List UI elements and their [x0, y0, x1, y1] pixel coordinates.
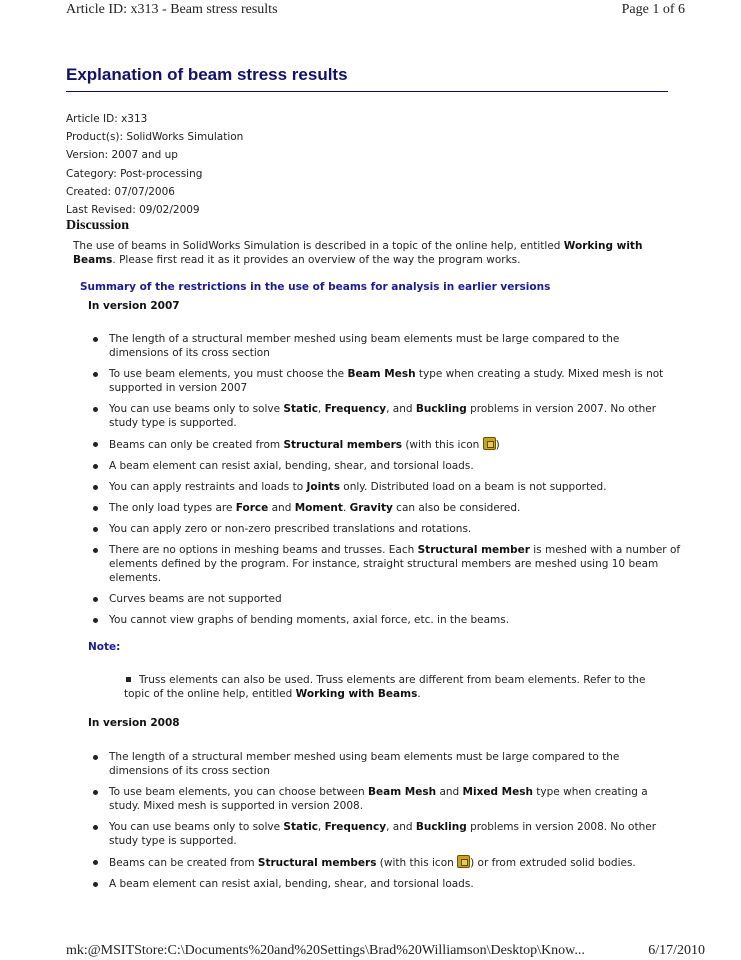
list-item: The only load types are Force and Moment. Gravity can also be considered.: [91, 501, 681, 515]
bullet-icon: [93, 464, 98, 469]
version-2008-heading: In version 2008: [88, 717, 180, 729]
meta-last-revised: Last Revised: 09/02/2009: [66, 204, 200, 217]
print-footer-date: 6/17/2010: [648, 943, 705, 958]
meta-article-id: Article ID: x313: [66, 113, 148, 125]
bullet-icon: [93, 790, 98, 795]
bullet-icon: [93, 407, 98, 412]
bullet-icon: [93, 860, 98, 865]
bullet-icon: [93, 618, 98, 623]
bullet-icon: [93, 825, 98, 830]
list-item: Beams can be created from Structural members (with this icon ) or from extruded solid bodies.: [91, 855, 681, 870]
page-title: Explanation of beam stress results: [66, 65, 348, 84]
list-item: The length of a structural member meshed using beam elements must be large compared to the dimensions of its cross section: [91, 750, 681, 778]
meta-version: Version: 2007 and up: [66, 149, 178, 162]
bullet-icon: [93, 485, 98, 490]
print-footer-url: mk:@MSITStore:C:\Documents%20and%20Settings\Brad%20Williamson\Desktop\Know...: [66, 943, 585, 958]
list-item: The length of a structural member meshed using beam elements must be large compared to the dimensions of its cross section: [91, 332, 681, 360]
bullet-icon: [93, 548, 98, 553]
version-2008-list: [91, 750, 681, 898]
list-item: There are no options in meshing beams and trusses. Each Structural member is meshed with a number of elements defined by the program. For instance, straight structural members are meshed using 10 beam elements.: [91, 543, 681, 585]
note-item: Truss elements can also be used. Truss elements are different from beam elements. Refer to the topic of the online help, entitled Working with Beams.: [124, 674, 646, 700]
list-item: You cannot view graphs of bending moments, axial force, etc. in the beams.: [91, 613, 681, 627]
article-metadata: [66, 110, 243, 219]
bullet-icon: [93, 506, 98, 511]
version-2007-list: [91, 332, 681, 634]
list-item: To use beam elements, you must choose the Beam Mesh type when creating a study. Mixed mesh is not supported in version 2007: [91, 367, 681, 395]
structural-member-icon: [483, 437, 496, 450]
summary-heading: Summary of the restrictions in the use of beams for analysis in earlier versions: [80, 281, 551, 293]
meta-created: Created: 07/07/2006: [66, 185, 175, 198]
meta-products: Product(s): SolidWorks Simulation: [66, 131, 244, 144]
title-divider: [66, 91, 668, 92]
print-header-title: Article ID: x313 - Beam stress results: [66, 2, 278, 17]
list-item: A beam element can resist axial, bending, shear, and torsional loads.: [91, 459, 681, 473]
bullet-icon: [93, 442, 98, 447]
bullet-icon: [93, 337, 98, 342]
bullet-icon: [93, 372, 98, 377]
bullet-icon: [93, 882, 98, 887]
list-item: A beam element can resist axial, bending, shear, and torsional loads.: [91, 877, 681, 891]
list-item: Beams can only be created from Structural members (with this icon ): [91, 437, 681, 452]
bullet-icon: [93, 755, 98, 760]
note-heading: Note:: [88, 641, 121, 653]
structural-member-icon: [457, 855, 470, 868]
print-header-page: Page 1 of 6: [621, 2, 685, 17]
bullet-icon: [93, 527, 98, 532]
list-item: You can use beams only to solve Static, Frequency, and Buckling problems in version 2008. No other study type is supported.: [91, 820, 681, 848]
version-2007-heading: In version 2007: [88, 300, 180, 312]
meta-category: Category: Post-processing: [66, 167, 203, 180]
bullet-icon: [93, 597, 98, 602]
square-bullet-icon: [126, 677, 131, 682]
list-item: Curves beams are not supported: [91, 592, 681, 606]
discussion-intro: The use of beams in SolidWorks Simulation is described in a topic of the online help, entitled Working with Beams. Please first read it as it provides an overview of the way the program works.: [73, 240, 643, 266]
list-item: You can use beams only to solve Static, Frequency, and Buckling problems in version 2007. No other study type is supported.: [91, 402, 681, 430]
list-item: To use beam elements, you can choose between Beam Mesh and Mixed Mesh type when creating a study. Mixed mesh is supported in version 2008.: [91, 785, 681, 813]
list-item: You can apply restraints and loads to Joints only. Distributed load on a beam is not supported.: [91, 480, 681, 494]
discussion-heading: Discussion: [66, 218, 130, 233]
list-item: You can apply zero or non-zero prescribed translations and rotations.: [91, 522, 681, 536]
